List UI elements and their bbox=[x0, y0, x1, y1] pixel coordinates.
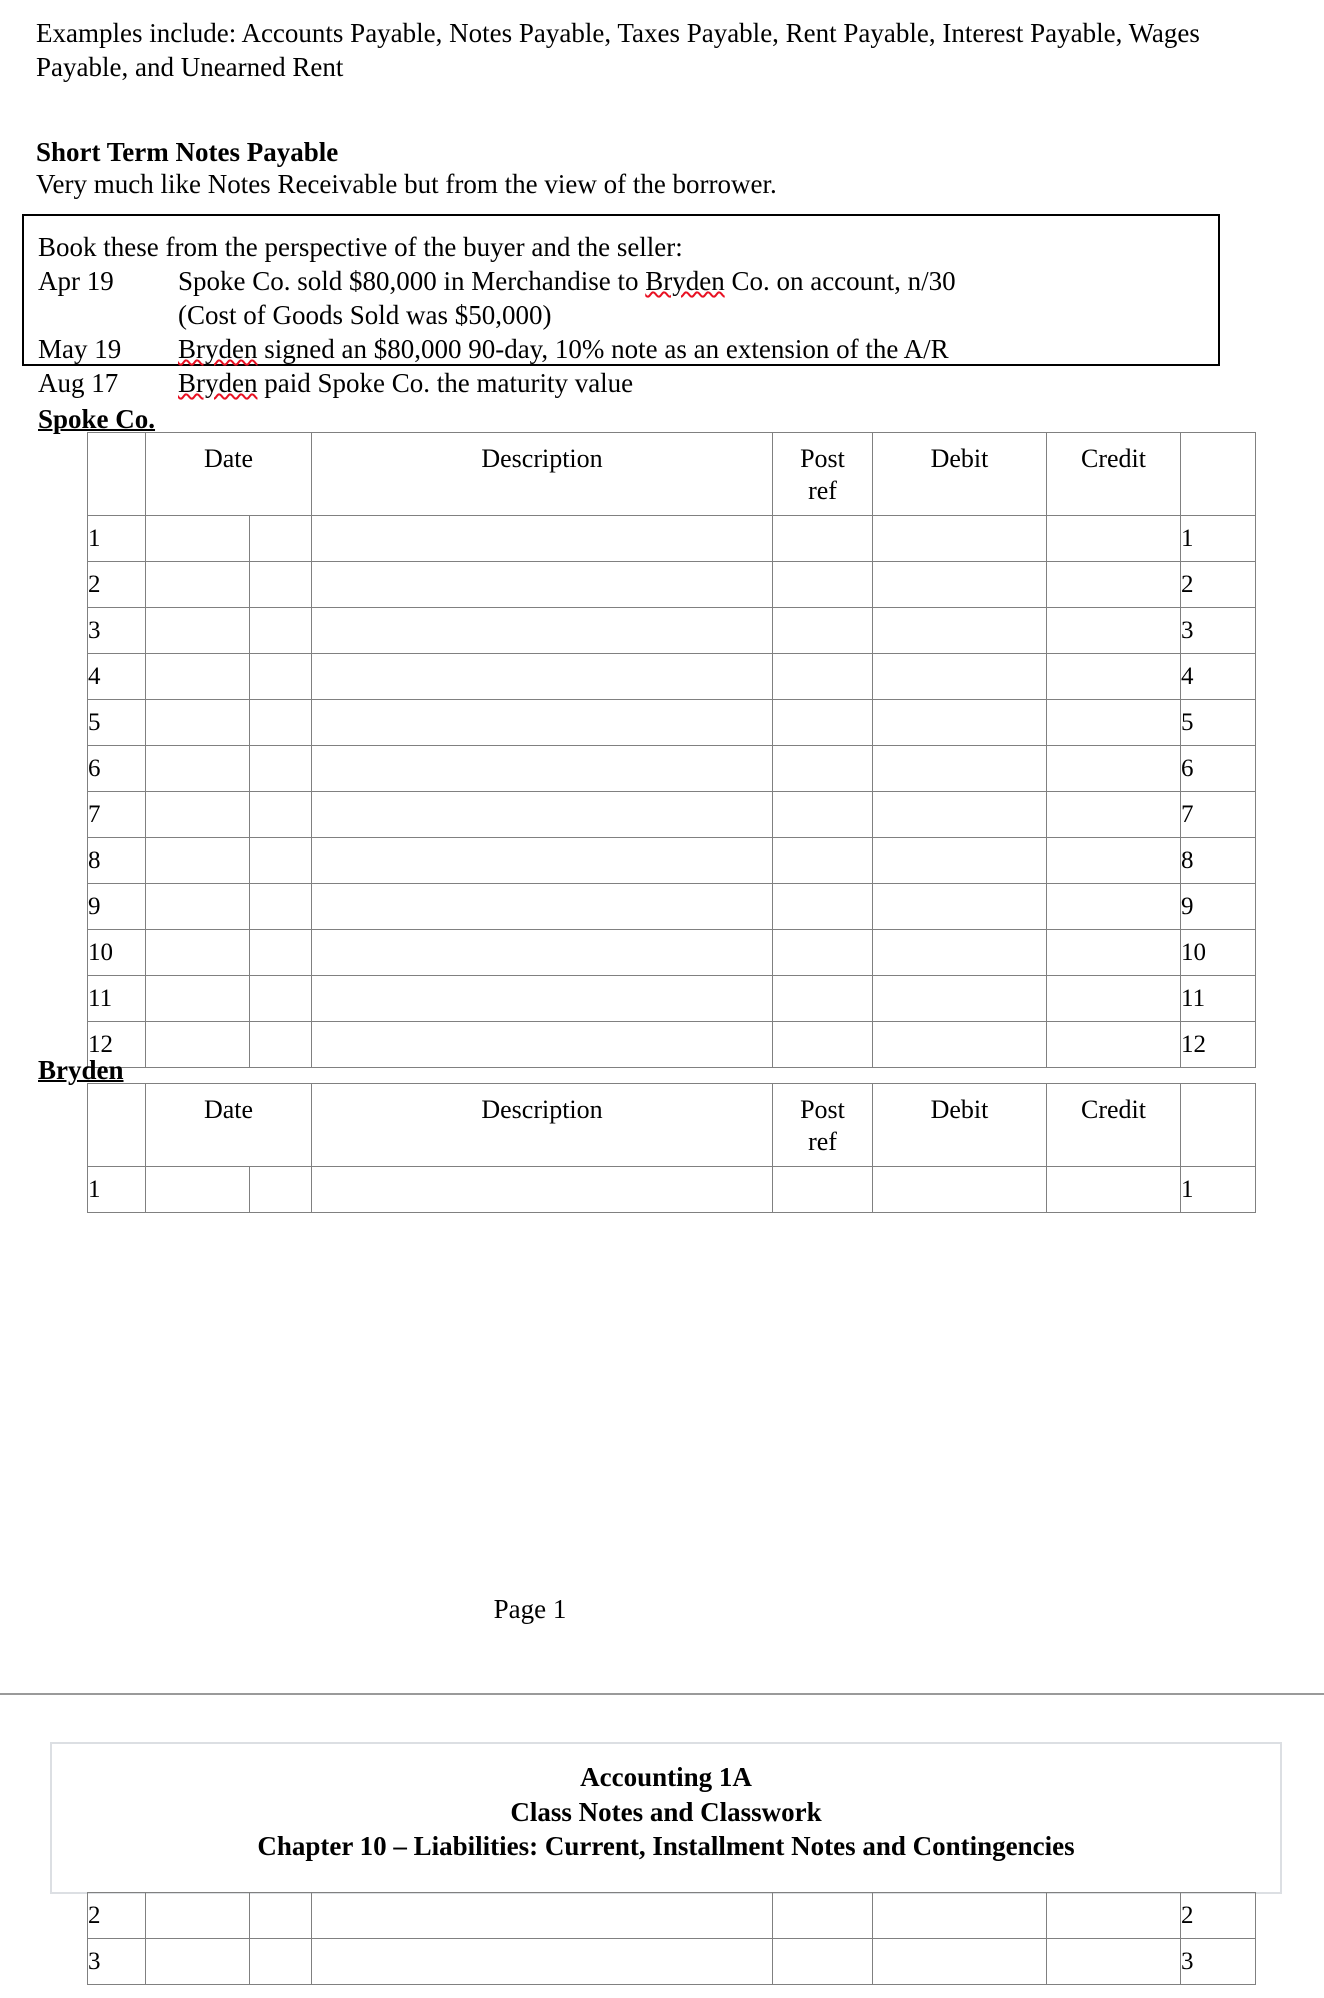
page2-header-line3: Chapter 10 – Liabilities: Current, Installment Notes and Contingencies bbox=[257, 1831, 1075, 1862]
transaction-date: Apr 19 bbox=[38, 266, 114, 297]
cell-date-num[interactable] bbox=[250, 976, 312, 1022]
table-row[interactable] bbox=[88, 1893, 1256, 1939]
row-number-right: 3 bbox=[1181, 608, 1256, 654]
table-row[interactable] bbox=[88, 562, 1256, 608]
cell-debit[interactable] bbox=[873, 930, 1047, 976]
table-row[interactable] bbox=[88, 608, 1256, 654]
row-number-right: 5 bbox=[1181, 700, 1256, 746]
cell-post-ref[interactable] bbox=[773, 930, 873, 976]
bryden-journal-body bbox=[88, 1167, 1256, 1213]
row-number-right: 2 bbox=[1181, 1893, 1256, 1939]
table-row[interactable] bbox=[88, 746, 1256, 792]
cell-post-ref[interactable] bbox=[773, 1893, 873, 1939]
table-row[interactable] bbox=[88, 884, 1256, 930]
header-rownum-left bbox=[88, 433, 146, 516]
table-row[interactable] bbox=[88, 1022, 1256, 1068]
transaction-entry bbox=[38, 332, 1208, 366]
cell-post-ref[interactable] bbox=[773, 884, 873, 930]
cell-date-day[interactable] bbox=[146, 516, 250, 562]
cell-date-day[interactable] bbox=[146, 746, 250, 792]
row-number-left: 10 bbox=[88, 930, 146, 976]
cell-credit[interactable] bbox=[1047, 608, 1181, 654]
cell-description[interactable] bbox=[312, 746, 773, 792]
cell-date-num[interactable] bbox=[250, 1167, 312, 1213]
header-credit: Credit bbox=[1047, 1084, 1181, 1167]
transaction-date: May 19 bbox=[38, 334, 122, 365]
cell-date-num[interactable] bbox=[250, 746, 312, 792]
table-row[interactable] bbox=[88, 930, 1256, 976]
cell-post-ref[interactable] bbox=[773, 792, 873, 838]
table-header-row bbox=[88, 1084, 1256, 1167]
header-date: Date bbox=[146, 433, 312, 516]
row-number-right: 2 bbox=[1181, 562, 1256, 608]
transaction-description bbox=[178, 264, 956, 298]
cell-credit[interactable] bbox=[1047, 838, 1181, 884]
table-row[interactable] bbox=[88, 700, 1256, 746]
cell-description[interactable] bbox=[312, 884, 773, 930]
cell-description[interactable] bbox=[312, 1893, 773, 1939]
header-post-ref-line2: ref bbox=[808, 1126, 837, 1156]
cell-date-day[interactable] bbox=[146, 884, 250, 930]
cell-debit[interactable] bbox=[873, 792, 1047, 838]
cell-date-num[interactable] bbox=[250, 516, 312, 562]
cell-date-num[interactable] bbox=[250, 654, 312, 700]
header-post-ref bbox=[773, 433, 873, 516]
cell-date-num[interactable] bbox=[250, 1939, 312, 1985]
row-number-right: 12 bbox=[1181, 1022, 1256, 1068]
cell-credit[interactable] bbox=[1047, 700, 1181, 746]
cell-credit[interactable] bbox=[1047, 516, 1181, 562]
cell-debit[interactable] bbox=[873, 608, 1047, 654]
table-row[interactable] bbox=[88, 1167, 1256, 1213]
cell-description[interactable] bbox=[312, 930, 773, 976]
table-row[interactable] bbox=[88, 976, 1256, 1022]
page2-header-box bbox=[50, 1742, 1282, 1894]
cell-post-ref[interactable] bbox=[773, 746, 873, 792]
transaction-entry bbox=[38, 264, 1208, 298]
cell-date-day[interactable] bbox=[146, 608, 250, 654]
row-number-right: 1 bbox=[1181, 1167, 1256, 1213]
cell-date-day[interactable] bbox=[146, 1893, 250, 1939]
cell-debit[interactable] bbox=[873, 884, 1047, 930]
header-rownum-right bbox=[1181, 433, 1256, 516]
cell-date-num[interactable] bbox=[250, 884, 312, 930]
transaction-box-intro bbox=[38, 230, 1208, 264]
page-break-divider bbox=[0, 1693, 1324, 1695]
cell-description[interactable] bbox=[312, 1167, 773, 1213]
header-credit: Credit bbox=[1047, 433, 1181, 516]
transaction-text-before: Spoke Co. sold $80,000 in Merchandise to bbox=[178, 266, 646, 297]
row-number-left: 6 bbox=[88, 746, 146, 792]
row-number-right: 10 bbox=[1181, 930, 1256, 976]
misspelled-word: Bryden bbox=[178, 334, 258, 365]
cell-description[interactable] bbox=[312, 654, 773, 700]
row-number-left: 12 bbox=[88, 1022, 146, 1068]
table-row[interactable] bbox=[88, 654, 1256, 700]
cell-date-num[interactable] bbox=[250, 1893, 312, 1939]
cell-debit[interactable] bbox=[873, 700, 1047, 746]
header-rownum-right bbox=[1181, 1084, 1256, 1167]
row-number-left: 1 bbox=[88, 516, 146, 562]
row-number-left: 1 bbox=[88, 1167, 146, 1213]
row-number-right: 11 bbox=[1181, 976, 1256, 1022]
row-number-left: 4 bbox=[88, 654, 146, 700]
cell-credit[interactable] bbox=[1047, 884, 1181, 930]
cell-date-day[interactable] bbox=[146, 1939, 250, 1985]
cell-post-ref[interactable] bbox=[773, 1167, 873, 1213]
cell-post-ref[interactable] bbox=[773, 516, 873, 562]
cell-credit[interactable] bbox=[1047, 792, 1181, 838]
page2-journal-table-continued bbox=[87, 1892, 1256, 1985]
cell-description[interactable] bbox=[312, 838, 773, 884]
transaction-text-after: signed an $80,000 90-day, 10% note as an extension of the A/R bbox=[257, 334, 949, 365]
bryden-label: Bryden bbox=[38, 1055, 124, 1085]
transaction-text-after: Co. on account, n/30 bbox=[724, 266, 956, 297]
cell-debit[interactable] bbox=[873, 1167, 1047, 1213]
row-number-left: 2 bbox=[88, 562, 146, 608]
row-number-right: 9 bbox=[1181, 884, 1256, 930]
table-row[interactable] bbox=[88, 838, 1256, 884]
cell-date-num[interactable] bbox=[250, 930, 312, 976]
cell-date-num[interactable] bbox=[250, 700, 312, 746]
row-number-right: 1 bbox=[1181, 516, 1256, 562]
transaction-entry bbox=[38, 366, 1208, 400]
header-post-ref-line1: Post bbox=[800, 1095, 845, 1124]
section-subtitle: Very much like Notes Receivable but from the view of the borrower. bbox=[36, 169, 777, 199]
page-footer: Page 1 bbox=[493, 1594, 567, 1624]
cell-post-ref[interactable] bbox=[773, 1939, 873, 1985]
cell-credit[interactable] bbox=[1047, 1167, 1181, 1213]
cell-date-day[interactable] bbox=[146, 976, 250, 1022]
cell-post-ref[interactable] bbox=[773, 562, 873, 608]
table-row[interactable] bbox=[88, 516, 1256, 562]
transaction-continuation-text: (Cost of Goods Sold was $50,000) bbox=[178, 300, 552, 331]
table-row[interactable] bbox=[88, 792, 1256, 838]
spoke-journal-body bbox=[88, 516, 1256, 1068]
cell-date-day[interactable] bbox=[146, 1022, 250, 1068]
row-number-right: 4 bbox=[1181, 654, 1256, 700]
transaction-description bbox=[178, 366, 633, 400]
cell-credit[interactable] bbox=[1047, 976, 1181, 1022]
cell-credit[interactable] bbox=[1047, 1022, 1181, 1068]
cell-date-num[interactable] bbox=[250, 562, 312, 608]
cell-credit[interactable] bbox=[1047, 562, 1181, 608]
cell-credit[interactable] bbox=[1047, 930, 1181, 976]
cell-post-ref[interactable] bbox=[773, 1022, 873, 1068]
transaction-entry-continuation bbox=[38, 298, 1208, 332]
cell-post-ref[interactable] bbox=[773, 700, 873, 746]
cell-debit[interactable] bbox=[873, 976, 1047, 1022]
misspelled-word: Bryden bbox=[178, 368, 258, 399]
section-heading: Short Term Notes Payable bbox=[36, 137, 339, 167]
cell-date-day[interactable] bbox=[146, 930, 250, 976]
cell-credit[interactable] bbox=[1047, 1939, 1181, 1985]
cell-date-num[interactable] bbox=[250, 838, 312, 884]
row-number-left: 5 bbox=[88, 700, 146, 746]
cell-date-day[interactable] bbox=[146, 1167, 250, 1213]
header-description: Description bbox=[312, 433, 773, 516]
page2-journal-body bbox=[88, 1893, 1256, 1985]
cell-debit[interactable] bbox=[873, 1893, 1047, 1939]
cell-description[interactable] bbox=[312, 516, 773, 562]
page2-header-line1: Accounting 1A bbox=[580, 1762, 752, 1792]
cell-date-day[interactable] bbox=[146, 838, 250, 884]
cell-debit[interactable] bbox=[873, 746, 1047, 792]
bryden-journal-table bbox=[87, 1083, 1256, 1213]
cell-date-num[interactable] bbox=[250, 608, 312, 654]
cell-credit[interactable] bbox=[1047, 1893, 1181, 1939]
row-number-left: 3 bbox=[88, 1939, 146, 1985]
table-header-row bbox=[88, 433, 1256, 516]
cell-debit[interactable] bbox=[873, 1022, 1047, 1068]
page2-header-line2: Class Notes and Classwork bbox=[510, 1796, 822, 1827]
cell-date-day[interactable] bbox=[146, 562, 250, 608]
cell-description[interactable] bbox=[312, 976, 773, 1022]
row-number-right: 8 bbox=[1181, 838, 1256, 884]
cell-date-num[interactable] bbox=[250, 1022, 312, 1068]
cell-post-ref[interactable] bbox=[773, 608, 873, 654]
cell-description[interactable] bbox=[312, 608, 773, 654]
row-number-right: 6 bbox=[1181, 746, 1256, 792]
row-number-right: 3 bbox=[1181, 1939, 1256, 1985]
transaction-text-after: paid Spoke Co. the maturity value bbox=[257, 368, 634, 399]
cell-post-ref[interactable] bbox=[773, 976, 873, 1022]
row-number-right: 7 bbox=[1181, 792, 1256, 838]
cell-debit[interactable] bbox=[873, 516, 1047, 562]
cell-date-day[interactable] bbox=[146, 654, 250, 700]
transaction-description bbox=[178, 332, 949, 366]
header-post-ref-line2: ref bbox=[808, 475, 837, 505]
row-number-left: 8 bbox=[88, 838, 146, 884]
row-number-left: 2 bbox=[88, 1893, 146, 1939]
cell-description[interactable] bbox=[312, 562, 773, 608]
misspelled-word: Bryden bbox=[645, 266, 725, 297]
header-debit: Debit bbox=[873, 1084, 1047, 1167]
cell-description[interactable] bbox=[312, 700, 773, 746]
row-number-left: 11 bbox=[88, 976, 146, 1022]
header-debit: Debit bbox=[873, 433, 1047, 516]
spoke-co-label: Spoke Co. bbox=[38, 404, 156, 434]
header-description: Description bbox=[312, 1084, 773, 1167]
header-post-ref bbox=[773, 1084, 873, 1167]
cell-description[interactable] bbox=[312, 792, 773, 838]
cell-date-day[interactable] bbox=[146, 792, 250, 838]
header-date: Date bbox=[146, 1084, 312, 1167]
header-post-ref-line1: Post bbox=[800, 444, 845, 473]
table-row[interactable] bbox=[88, 1939, 1256, 1985]
cell-description[interactable] bbox=[312, 1939, 773, 1985]
row-number-left: 9 bbox=[88, 884, 146, 930]
transaction-box-intro-text: Book these from the perspective of the buyer and the seller: bbox=[38, 232, 683, 262]
transaction-date: Aug 17 bbox=[38, 368, 119, 399]
cell-debit[interactable] bbox=[873, 654, 1047, 700]
transaction-box bbox=[22, 214, 1220, 399]
transaction-box-content bbox=[38, 230, 1208, 400]
spoke-journal-table bbox=[87, 432, 1256, 1068]
cell-date-num[interactable] bbox=[250, 792, 312, 838]
cell-credit[interactable] bbox=[1047, 746, 1181, 792]
cell-date-day[interactable] bbox=[146, 700, 250, 746]
cell-debit[interactable] bbox=[873, 562, 1047, 608]
cell-post-ref[interactable] bbox=[773, 654, 873, 700]
header-rownum-left bbox=[88, 1084, 146, 1167]
cell-debit[interactable] bbox=[873, 838, 1047, 884]
cell-description[interactable] bbox=[312, 1022, 773, 1068]
cell-credit[interactable] bbox=[1047, 654, 1181, 700]
row-number-left: 7 bbox=[88, 792, 146, 838]
intro-paragraph: Examples include: Accounts Payable, Notes Payable, Taxes Payable, Rent Payable, Interest Payable, Wages Payable, and Unearned Rent bbox=[36, 18, 1200, 83]
row-number-left: 3 bbox=[88, 608, 146, 654]
cell-post-ref[interactable] bbox=[773, 838, 873, 884]
cell-debit[interactable] bbox=[873, 1939, 1047, 1985]
